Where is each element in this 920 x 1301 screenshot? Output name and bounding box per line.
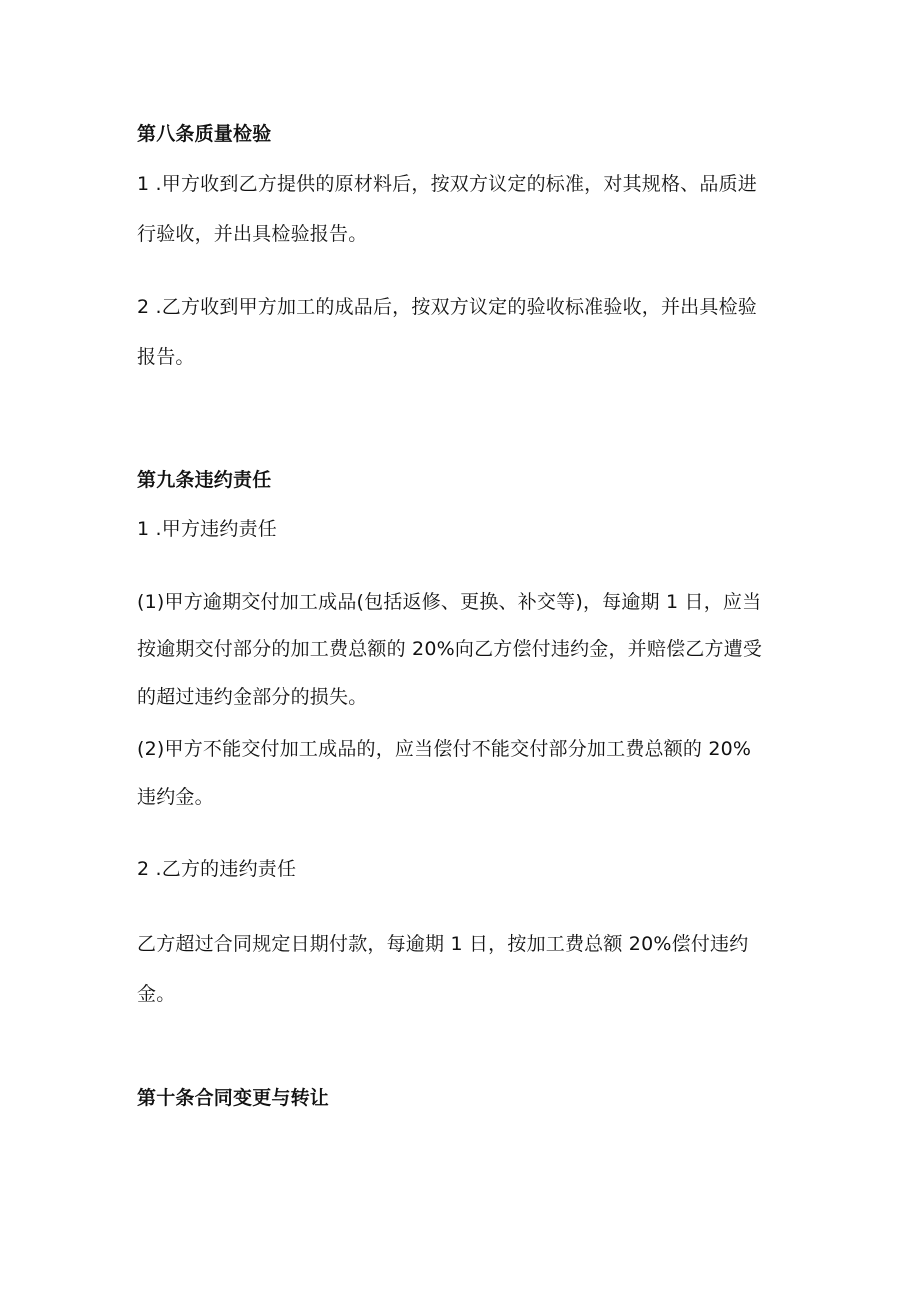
section-10-heading: 第十条合同变更与转让 bbox=[137, 1087, 330, 1109]
section-9-item-2-body-line-2: 金。 bbox=[137, 983, 176, 1005]
section-9-item-2-title: 2 .乙方的违约责任 bbox=[137, 858, 297, 880]
section-9-clause-1-line-1: (1)甲方逾期交付加工成品(包括返修、更换、补交等)，每逾期 1 日，应当 bbox=[137, 591, 762, 613]
section-8-item-2-line-2: 报告。 bbox=[137, 346, 195, 368]
section-9-clause-2-line-1: (2)甲方不能交付加工成品的，应当偿付不能交付部分加工费总额的 20% bbox=[137, 738, 752, 760]
section-9-item-1-title: 1 .甲方违约责任 bbox=[137, 518, 277, 540]
section-9-clause-1-line-2: 按逾期交付部分的加工费总额的 20%向乙方偿付违约金，并赔偿乙方遭受 bbox=[137, 638, 763, 660]
section-8-heading: 第八条质量检验 bbox=[137, 123, 272, 145]
section-8-item-1-line-1: 1 .甲方收到乙方提供的原材料后，按双方议定的标准，对其规格、品质进 bbox=[137, 173, 757, 195]
section-9-item-2-body-line-1: 乙方超过合同规定日期付款，每逾期 1 日，按加工费总额 20%偿付违约 bbox=[137, 933, 749, 955]
section-9-clause-1-line-3: 的超过违约金部分的损失。 bbox=[137, 686, 368, 708]
section-9-heading: 第九条违约责任 bbox=[137, 469, 272, 491]
section-8-item-1-line-2: 行验收，并出具检验报告。 bbox=[137, 223, 368, 245]
section-9-clause-2-line-2: 违约金。 bbox=[137, 786, 214, 808]
section-8-item-2-line-1: 2 .乙方收到甲方加工的成品后，按双方议定的验收标准验收，并出具检验 bbox=[137, 296, 757, 318]
